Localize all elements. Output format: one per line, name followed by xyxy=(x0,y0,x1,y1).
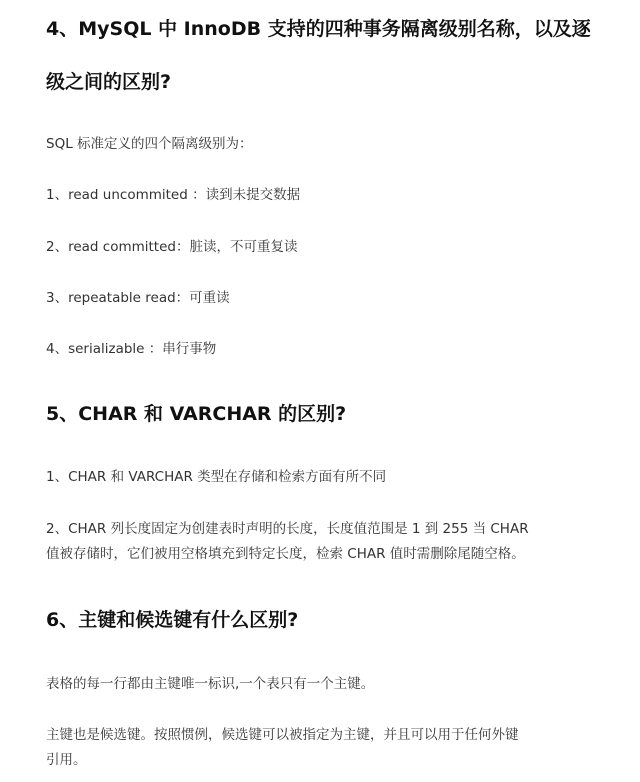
candidate-key-paragraph-line-2: 引用。 xyxy=(46,752,87,768)
char-varchar-point-2-line-1: 2、CHAR 列长度固定为创建表时声明的长度，长度值范围是 1 到 255 当 CHAR xyxy=(46,521,529,537)
isolation-level-4: 4、serializable ：串行事物 xyxy=(46,341,217,357)
isolation-level-2: 2、read committed：脏读，不可重复读 xyxy=(46,239,298,255)
char-varchar-point-2-line-2: 值被存储时，它们被用空格填充到特定长度，检索 CHAR 值时需删除尾随空格。 xyxy=(46,546,525,562)
section-4-intro: SQL 标准定义的四个隔离级别为： xyxy=(46,136,253,152)
section-6-heading: 6、主键和候选键有什么区别? xyxy=(46,609,299,631)
isolation-level-1: 1、read uncommited ：读到未提交数据 xyxy=(46,187,301,203)
section-4-heading-line-2: 级之间的区别? xyxy=(46,71,172,93)
candidate-key-paragraph-line-1: 主键也是候选键。按照惯例，候选键可以被指定为主键，并且可以用于任何外键 xyxy=(46,727,519,743)
section-5-heading: 5、CHAR 和 VARCHAR 的区别? xyxy=(46,403,347,425)
primary-key-paragraph: 表格的每一行都由主键唯一标识,一个表只有一个主键。 xyxy=(46,676,375,692)
isolation-level-3: 3、repeatable read：可重读 xyxy=(46,290,230,306)
char-varchar-point-1: 1、CHAR 和 VARCHAR 类型在存储和检索方面有所不同 xyxy=(46,469,387,485)
section-4-heading-line-1: 4、MySQL 中 InnoDB 支持的四种事务隔离级别名称，以及逐 xyxy=(46,18,591,40)
